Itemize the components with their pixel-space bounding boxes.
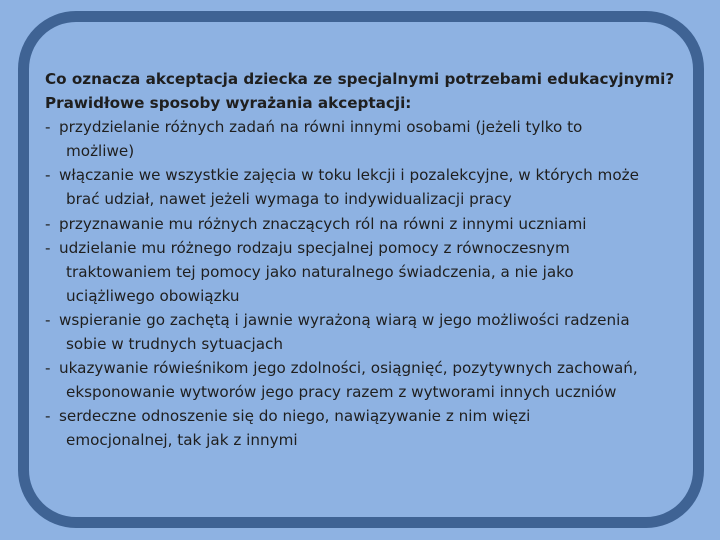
list-item-text: brać udział, nawet jeżeli wymaga to indywidualizacji pracy: [66, 190, 512, 209]
list-item: [45, 163, 685, 211]
list-item: [45, 236, 685, 308]
list-item-text: emocjonalnej, tak jak z innymi: [66, 431, 298, 450]
bullet-dash: -: [45, 214, 51, 233]
list-item-text: wspieranie go zachętą i jawnie wyrażoną wiarą w jego możliwości radzenia: [59, 310, 630, 329]
bullet-dash: -: [45, 166, 51, 185]
list-item-text: przydzielanie różnych zadań na równi innymi osobami (jeżeli tylko to: [59, 118, 583, 137]
bullet-dash: -: [45, 359, 51, 378]
list-item-text: traktowaniem tej pomocy jako naturalnego świadczenia, a nie jako: [66, 262, 574, 281]
list-item-text: możliwe): [66, 142, 135, 161]
slide-title: Co oznacza akceptacja dziecka ze specjalnymi potrzebami edukacyjnymi?: [45, 70, 675, 88]
list-item-text: przyznawanie mu różnych znaczących ról na równi z innymi uczniami: [59, 214, 587, 233]
bullet-dash: -: [45, 118, 51, 137]
list-item-text: udzielanie mu różnego rodzaju specjalnej pomocy z równoczesnym: [59, 238, 570, 257]
bullet-list: [45, 115, 685, 452]
bullet-dash: -: [45, 407, 51, 426]
bullet-dash: -: [45, 238, 51, 257]
list-item-text: eksponowanie wytworów jego pracy razem z wytworami innych uczniów: [66, 383, 617, 402]
list-item: [45, 212, 685, 236]
list-item-text: serdeczne odnoszenie się do niego, nawiązywanie z nim więzi: [59, 407, 531, 426]
slide-subtitle: Prawidłowe sposoby wyrażania akceptacji:: [45, 94, 412, 113]
bullet-dash: -: [45, 310, 51, 329]
list-item-text: ukazywanie rówieśnikom jego zdolności, osiągnięć, pozytywnych zachowań,: [59, 359, 638, 378]
slide-content: [45, 67, 685, 453]
list-item-text: uciążliwego obowiązku: [66, 286, 240, 305]
list-item: [45, 308, 685, 356]
list-item: [45, 356, 685, 404]
list-item-text: włączanie we wszystkie zajęcia w toku lekcji i pozalekcyjne, w których może: [59, 166, 639, 185]
list-item: [45, 115, 685, 163]
list-item: [45, 404, 685, 452]
list-item-text: sobie w trudnych sytuacjach: [66, 335, 284, 354]
